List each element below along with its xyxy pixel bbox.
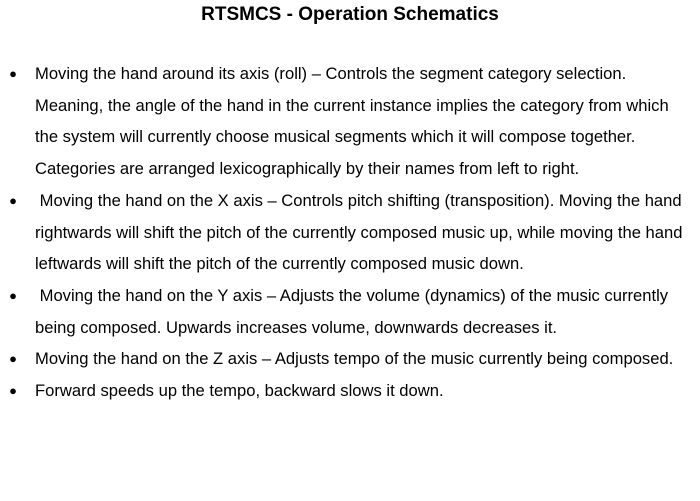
- bullet-icon: ●: [9, 351, 17, 367]
- list-item-text: Moving the hand on the X axis – Controls pitch shifting (transposition). Moving the hand rightwards will shift the pitch of the currently composed music up, while moving the hand leftwards will shift the pitch of the currently composed music down.: [35, 190, 688, 274]
- bullet-icon: ●: [9, 66, 17, 81]
- list-item-tempo-direction: [0, 375, 700, 407]
- list-item-z-axis: [0, 343, 700, 375]
- bullet-icon: ●: [9, 383, 17, 399]
- list-item-roll: [0, 58, 700, 185]
- list-item-text: Moving the hand around its axis (roll) – Controls the segment category selection. Meaning, the angle of the hand in the current instance implies the category from which the system will currently choose musical segments which it will compose together. Categories are arranged lexicographically by their names from left to right.: [35, 64, 674, 179]
- list-item-y-axis: [0, 280, 700, 343]
- bullet-icon: ●: [9, 287, 17, 303]
- list-item-x-axis: [0, 185, 700, 280]
- list-item-text: Moving the hand on the Z axis – Adjusts tempo of the music currently being composed.: [35, 349, 674, 369]
- operation-list: [0, 58, 700, 407]
- list-item-text: Forward speeds up the tempo, backward slows it down.: [35, 381, 444, 401]
- document-title: RTSMCS - Operation Schematics: [201, 4, 499, 25]
- bullet-icon: ●: [9, 192, 17, 208]
- list-item-text: Moving the hand on the Y axis – Adjusts the volume (dynamics) of the music currently being composed. Upwards increases volume, downwards decreases it.: [35, 285, 673, 337]
